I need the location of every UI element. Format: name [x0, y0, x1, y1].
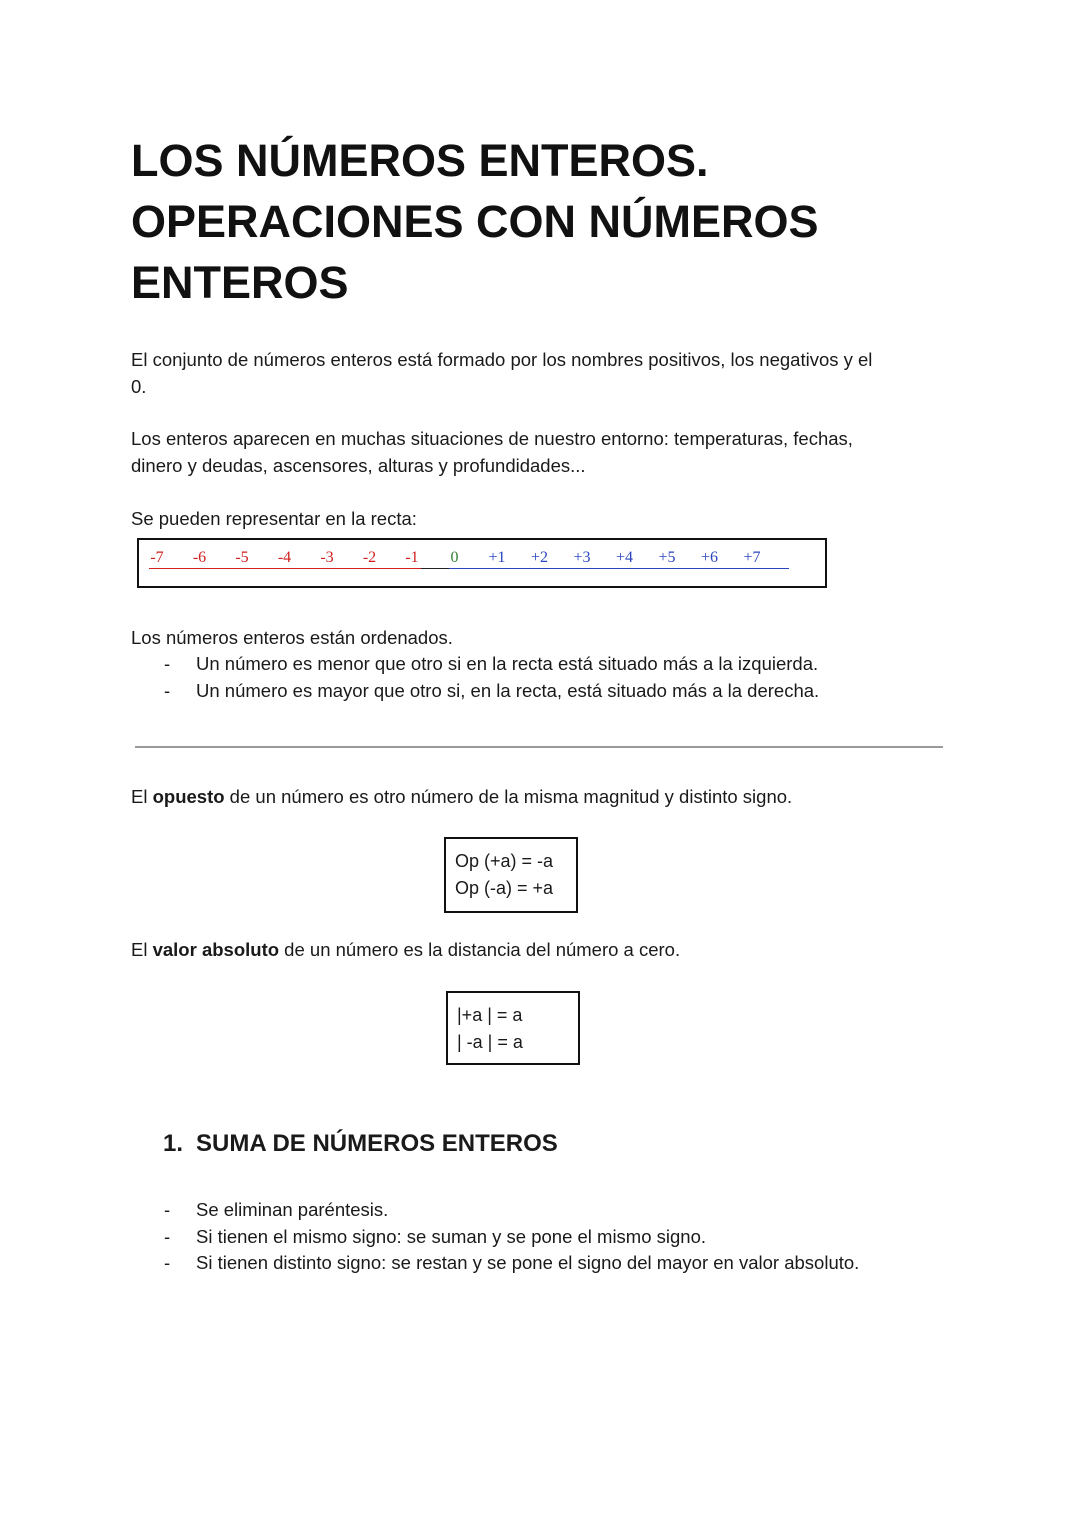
- title-line-3: ENTEROS: [131, 257, 349, 308]
- list-item-text: Un número es mayor que otro si, en la recta, está situado más a la derecha.: [196, 679, 820, 701]
- section-number: 1.: [163, 1130, 184, 1157]
- intro-p1-line2: 0.: [131, 375, 147, 397]
- list-item: [131, 1224, 859, 1251]
- section-heading-suma: [163, 1128, 558, 1160]
- number-line-label: +4: [615, 549, 634, 566]
- axis-zero-segment: [421, 568, 449, 569]
- title-line-1: LOS NÚMEROS ENTEROS.: [131, 135, 709, 186]
- number-line-figure: [137, 538, 827, 588]
- number-line-label: -6: [192, 549, 207, 566]
- absolute-formula-box: [446, 991, 580, 1065]
- title-line-2: OPERACIONES CON NÚMEROS: [131, 196, 819, 247]
- number-line-label: +1: [488, 549, 506, 566]
- number-line-label: -5: [235, 549, 249, 566]
- list-item: [131, 1250, 859, 1277]
- absolute-formula-line-1: |+a | = a: [457, 1005, 523, 1025]
- list-item-text: Si tienen distinto signo: se restan y se pone el signo del mayor en valor absoluto.: [196, 1252, 860, 1273]
- number-line: [149, 548, 789, 572]
- list-item: [131, 1197, 859, 1224]
- axis-positive-segment: [449, 568, 789, 569]
- ordering-intro: Los números enteros están ordenados.: [131, 627, 453, 648]
- list-bullet: -: [164, 679, 171, 701]
- number-line-label: -1: [405, 549, 419, 566]
- number-line-label: -3: [320, 549, 334, 566]
- intro-paragraph-1: [131, 347, 951, 400]
- number-line-label: +5: [658, 549, 676, 566]
- opposite-formula-line-2: Op (-a) = +a: [455, 878, 554, 898]
- section-heading-text: SUMA DE NÚMEROS ENTEROS: [196, 1130, 558, 1157]
- list-bullet: -: [164, 1252, 171, 1273]
- number-line-label: +2: [530, 549, 549, 566]
- number-line-label: -4: [277, 549, 292, 566]
- horizontal-divider: [135, 746, 943, 748]
- absolute-after: de un número es la distancia del número a cero.: [279, 939, 681, 960]
- number-line-label: 0: [450, 549, 459, 566]
- opposite-formula-box: [444, 837, 578, 913]
- number-line-label: +3: [573, 549, 591, 566]
- absolute-before: El: [131, 939, 153, 960]
- absolute-term: valor absoluto: [152, 939, 280, 960]
- opposite-definition: [131, 784, 951, 811]
- page-title: [131, 130, 971, 313]
- suma-rules-list: [131, 1197, 859, 1277]
- intro-p1-line1: El conjunto de números enteros está formado por los nombres positivos, los negativos y el: [131, 349, 873, 370]
- list-bullet: -: [164, 653, 171, 674]
- absolute-definition: [131, 937, 951, 964]
- intro-p2-line2: dinero y deudas, ascensores, alturas y profundidades...: [131, 454, 586, 476]
- list-bullet: -: [164, 1225, 171, 1247]
- list-item: [131, 651, 819, 678]
- number-line-label: +7: [743, 549, 761, 566]
- opposite-formula-line-1: Op (+a) = -a: [455, 851, 554, 871]
- ordering-list: [131, 651, 819, 704]
- intro-paragraph-2: [131, 426, 951, 479]
- axis-negative-segment: [149, 568, 421, 569]
- opposite-before: El: [131, 786, 153, 807]
- list-item: [131, 678, 819, 705]
- opposite-term: opuesto: [152, 786, 225, 807]
- number-line-label: -2: [362, 549, 377, 566]
- absolute-formula-line-2: | -a | = a: [457, 1032, 523, 1052]
- number-line-label: +6: [700, 549, 719, 566]
- intro-paragraph-3: Se pueden representar en la recta:: [131, 508, 417, 529]
- list-item-text: Un número es menor que otro si en la recta está situado más a la izquierda.: [196, 653, 819, 674]
- number-line-label: -7: [150, 549, 164, 566]
- intro-p2-line1: Los enteros aparecen en muchas situaciones de nuestro entorno: temperaturas, fechas,: [131, 428, 853, 449]
- list-item-text: Si tienen el mismo signo: se suman y se pone el mismo signo.: [196, 1225, 707, 1247]
- opposite-after: de un número es otro número de la misma magnitud y distinto signo.: [224, 786, 793, 807]
- list-item-text: Se eliminan paréntesis.: [196, 1199, 389, 1220]
- list-bullet: -: [164, 1199, 171, 1220]
